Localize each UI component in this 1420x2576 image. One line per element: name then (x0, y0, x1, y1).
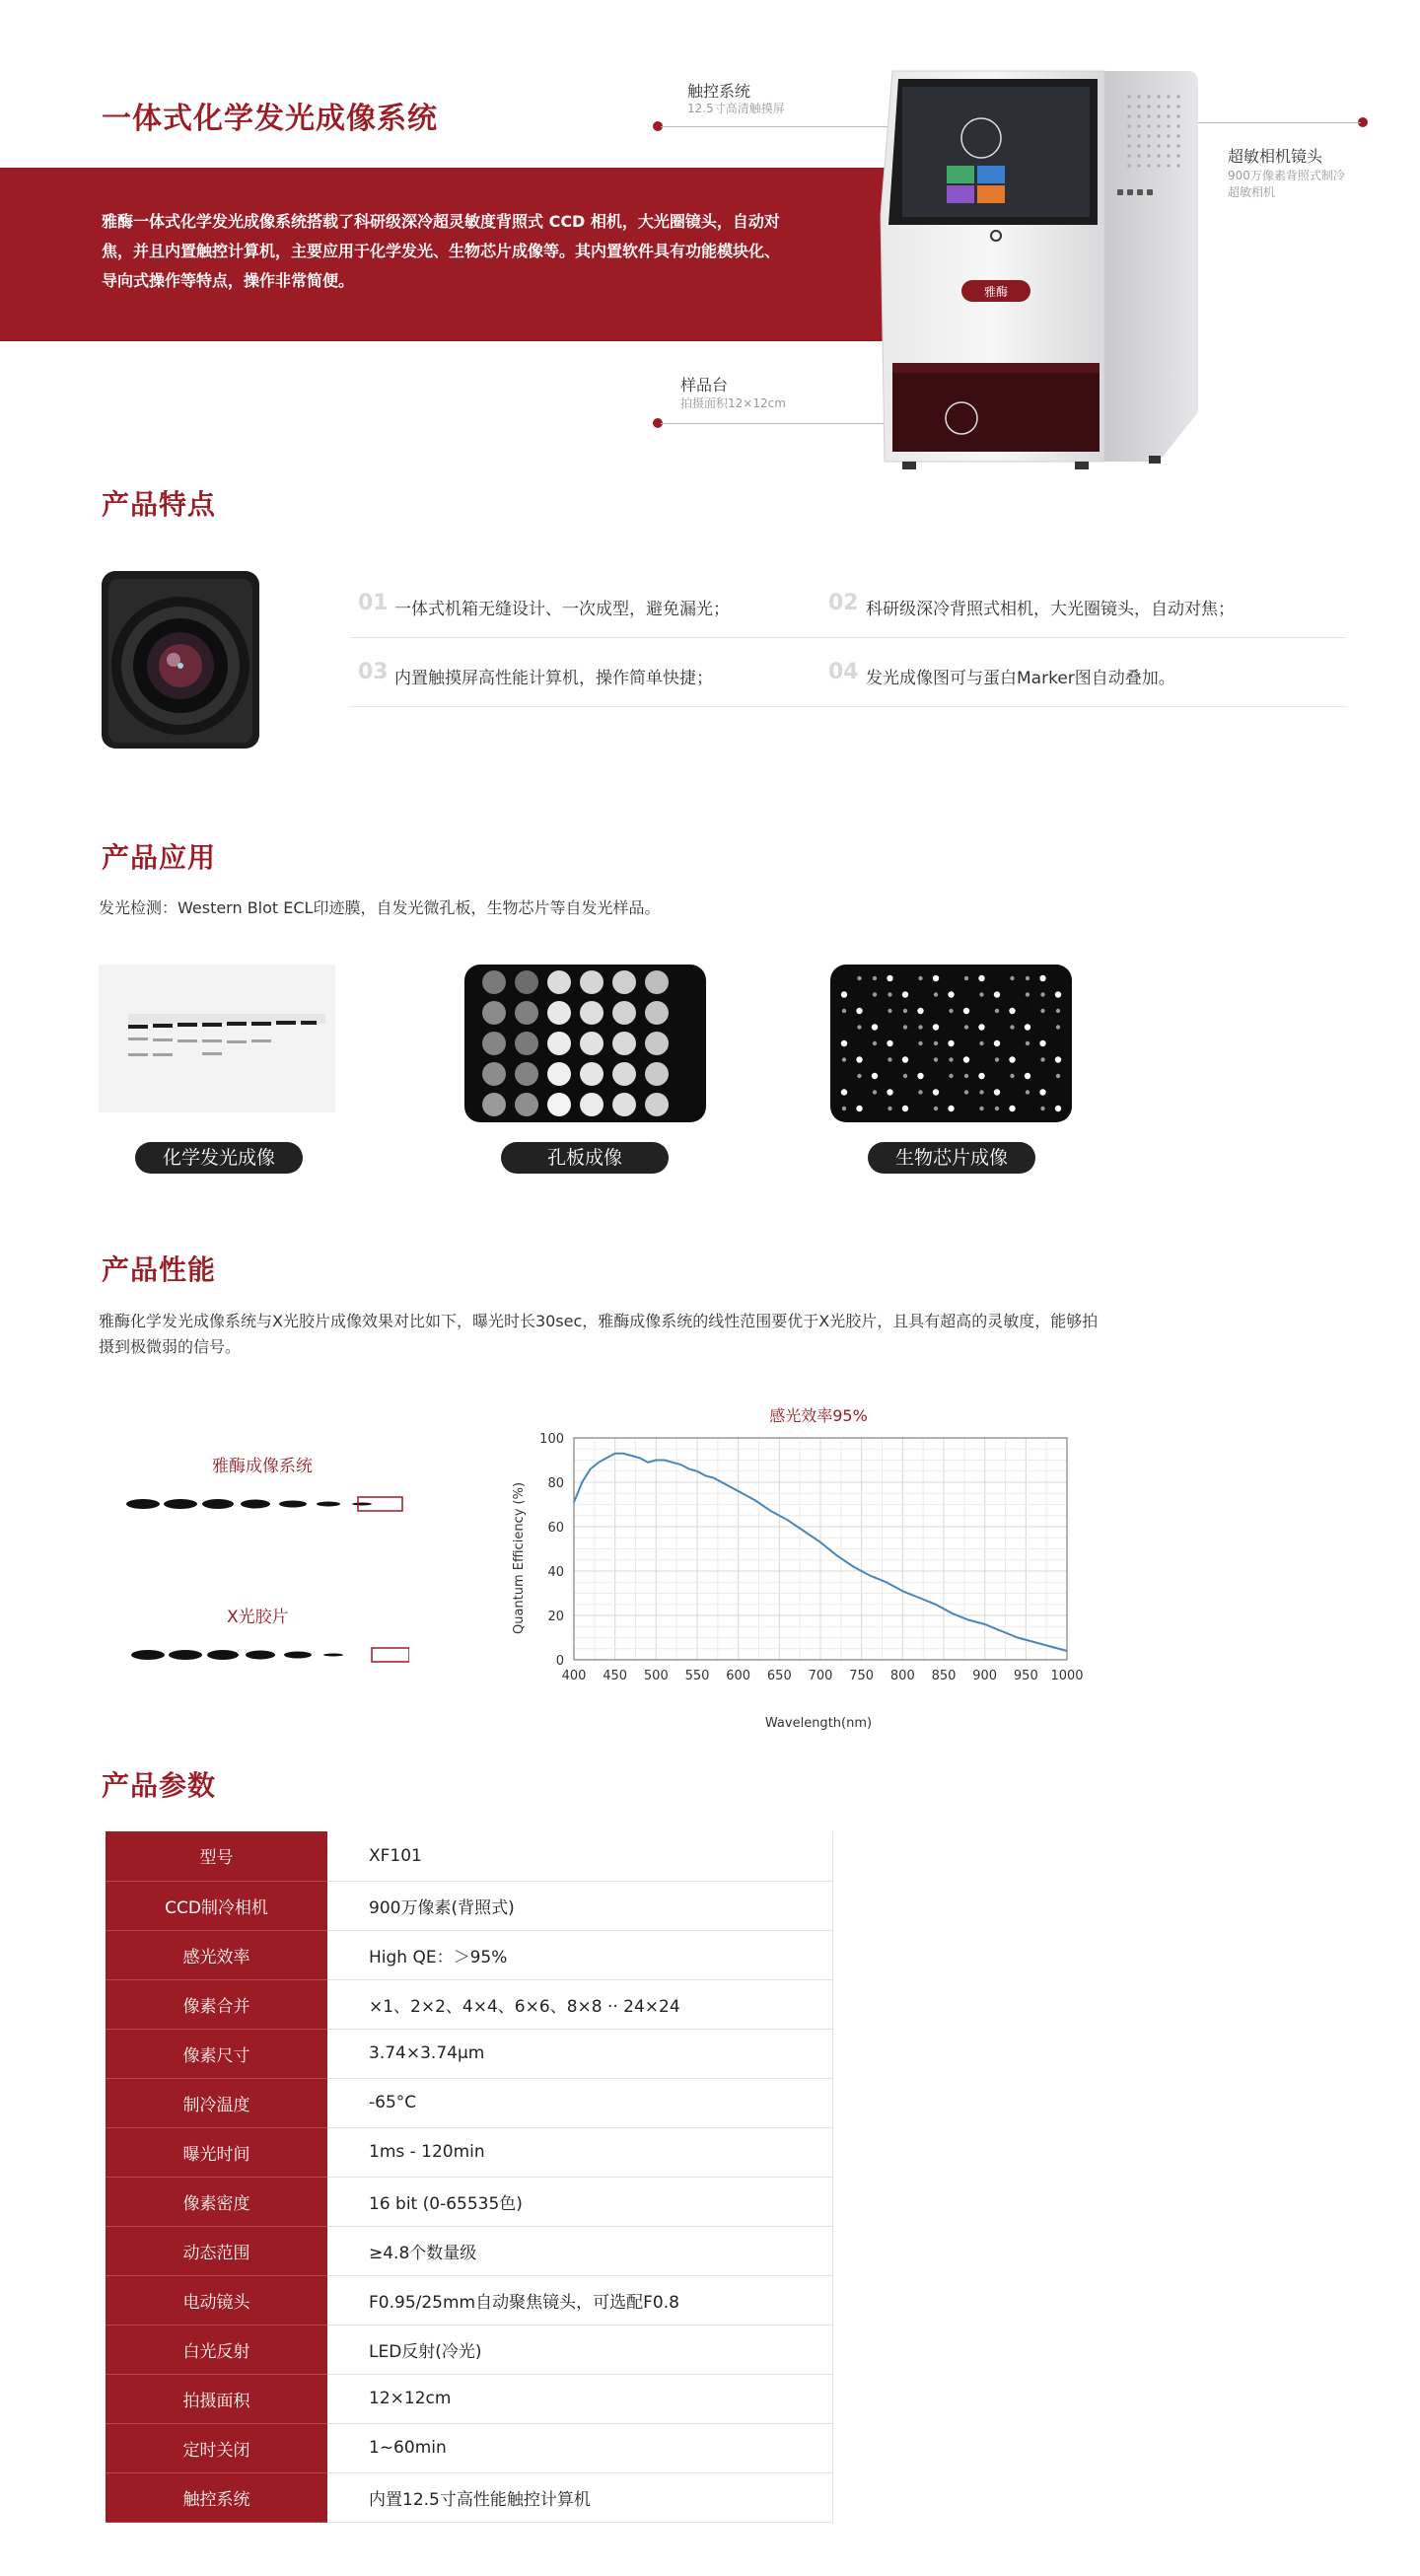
chip-dot (872, 1024, 878, 1030)
chart-xtick-label: 700 (808, 1669, 833, 1683)
chip-dot (873, 976, 877, 980)
chip-dot (1026, 992, 1030, 996)
chip-dot (933, 1024, 939, 1030)
callout-stage-sub: 拍摄面积12×12cm (680, 396, 786, 410)
device-image (863, 67, 1203, 479)
chip-dot (903, 1025, 907, 1029)
spec-value: F0.95/25mm自动聚焦镜头，可选配F0.8 (327, 2275, 833, 2325)
spec-key: 制冷温度 (106, 2078, 327, 2127)
spec-key: 像素尺寸 (106, 2029, 327, 2078)
chip-dot (979, 1090, 983, 1094)
spec-value: 3.74×3.74μm (327, 2029, 833, 2078)
chip-dot (1010, 976, 1014, 980)
chip-dot (963, 1056, 969, 1062)
chip-dot (964, 1074, 968, 1078)
well-dot (645, 970, 669, 994)
chart-xtick-label: 600 (726, 1669, 751, 1683)
chip-dot (902, 1106, 908, 1111)
spec-key: 拍摄面积 (106, 2374, 327, 2423)
chart-xtick-label: 500 (643, 1669, 669, 1683)
spec-key: 定时关闭 (106, 2423, 327, 2472)
spec-value: XF101 (327, 1831, 833, 1881)
chip-dot (856, 1008, 862, 1014)
chart-ytick-label: 0 (555, 1654, 564, 1669)
chip-dot (1056, 1009, 1060, 1013)
chip-dot (949, 1009, 953, 1013)
chip-dot (1025, 1073, 1030, 1079)
chip-dot (1056, 1074, 1060, 1078)
chart-xtick-label: 850 (931, 1669, 957, 1683)
chip-dot (841, 991, 847, 997)
chip-dot (979, 992, 983, 996)
chip-dot (964, 1025, 968, 1029)
intro-text: 雅酶一体式化学发光成像系统搭载了科研级深冷超灵敏度背照式 CCD 相机，大光圈镜头，自动对焦，并且内置触控计算机，主要应用于化学发光、生物芯片成像等。其内置软件具有功能模块化、导向式操作等特点，操作非常简便。 (102, 212, 781, 290)
spec-value: LED反射(冷光) (327, 2325, 833, 2374)
callout-camera-title: 超敏相机镜头 (1228, 147, 1323, 166)
spec-value: 12×12cm (327, 2374, 833, 2423)
page-title: 一体式化学发光成像系统 (102, 102, 438, 136)
spec-value: 1~60min (327, 2423, 833, 2472)
chip-dot (979, 1041, 983, 1045)
callout-stage-title: 样品台 (680, 376, 729, 394)
chip-dot (933, 975, 939, 981)
spec-row (106, 2127, 833, 2177)
chip-dot (1025, 1024, 1030, 1030)
spec-key: 曝光时间 (106, 2127, 327, 2177)
callout-camera-sub1: 900万像素背照式制冷 (1228, 169, 1345, 182)
chart-ylabel: Quantum Efficiency (%) (512, 1481, 527, 1635)
chip-dot (873, 992, 877, 996)
chip-dot (888, 992, 891, 996)
well-dot (580, 1062, 604, 1086)
chip-dot (917, 1008, 923, 1014)
chip-dot (978, 975, 984, 981)
app-label: 孔板成像 (501, 1142, 669, 1174)
chip-dot (948, 991, 954, 997)
chip-dot (918, 1041, 922, 1045)
well-plate-image (464, 965, 706, 1122)
feature-item (818, 638, 1346, 707)
spec-key: CCD制冷相机 (106, 1881, 327, 1930)
chip-dot (1039, 975, 1045, 981)
chip-dot (994, 1089, 1000, 1095)
chip-dot (1056, 1025, 1060, 1029)
chip-dot (964, 976, 968, 980)
spec-value: -65°C (327, 2078, 833, 2127)
blot-yamei-image (123, 1489, 409, 1519)
well-dot (515, 970, 538, 994)
spec-row (106, 2423, 833, 2472)
chip-dot (1039, 1040, 1045, 1046)
blot-xray-image (123, 1640, 409, 1670)
well-dot (645, 1093, 669, 1116)
chip-dot (934, 1041, 938, 1045)
chip-dot (933, 1089, 939, 1095)
chip-dot (1009, 1106, 1015, 1111)
callout-camera-sub2: 超敏相机 (1228, 185, 1276, 199)
feature-item (350, 569, 818, 638)
well-dot (645, 1001, 669, 1025)
chip-dot (887, 975, 892, 981)
feature-num: 02 (828, 591, 859, 615)
chip-dot (1055, 1056, 1061, 1062)
callout-touch-sub: 12.5寸高清触摸屏 (687, 102, 785, 115)
spec-value: 1ms - 120min (327, 2127, 833, 2177)
spec-row (106, 1930, 833, 1979)
spec-key: 电动镜头 (106, 2275, 327, 2325)
chip-dot (1010, 1025, 1014, 1029)
feature-text: 内置触摸屏高性能计算机，操作简单快捷； (394, 669, 713, 688)
chip-dot (964, 1090, 968, 1094)
chart-xtick-label: 650 (766, 1669, 792, 1683)
well-dot (612, 970, 636, 994)
well-dot (612, 1032, 636, 1055)
chart-ytick-label: 60 (547, 1521, 564, 1536)
brand-logo: 雅酶 (983, 285, 1009, 299)
spec-row (106, 2325, 833, 2374)
chip-dot (1040, 1107, 1044, 1110)
spec-row (106, 2472, 833, 2522)
well-dot (515, 1032, 538, 1055)
well-dot (515, 1062, 538, 1086)
spec-row (106, 2029, 833, 2078)
spec-key: 动态范围 (106, 2226, 327, 2275)
chip-dot (841, 1040, 847, 1046)
well-dot (612, 1093, 636, 1116)
spec-key: 像素密度 (106, 2177, 327, 2226)
chip-dot (1055, 1106, 1061, 1111)
feature-item (818, 569, 1346, 638)
chip-dot (857, 1025, 861, 1029)
well-dot (547, 970, 571, 994)
chip-dot (887, 1089, 892, 1095)
chip-dot (995, 1009, 999, 1013)
feature-item (350, 638, 818, 707)
chip-dot (1026, 976, 1030, 980)
chip-dot (934, 1057, 938, 1061)
well-dot (547, 1062, 571, 1086)
chip-dot (1009, 1056, 1015, 1062)
chip-dot (994, 1040, 1000, 1046)
feature-text: 发光成像图可与蛋白Marker图自动叠加。 (866, 669, 1175, 688)
chip-dot (1010, 1074, 1014, 1078)
chip-dot (842, 1009, 846, 1013)
spec-row (106, 1881, 833, 1930)
feature-num: 04 (828, 660, 859, 684)
chart-xtick-label: 1000 (1050, 1669, 1084, 1683)
spec-value: 内置12.5寸高性能触控计算机 (327, 2472, 833, 2522)
spec-key: 白光反射 (106, 2325, 327, 2374)
spec-row (106, 2177, 833, 2226)
chip-dot (856, 1106, 862, 1111)
chart-xtick-label: 900 (972, 1669, 998, 1683)
chart-ytick-label: 20 (547, 1610, 564, 1624)
spec-row (106, 2226, 833, 2275)
well-dot (580, 970, 604, 994)
ccd-camera-image (97, 569, 264, 751)
chart-xtick-label: 450 (603, 1669, 628, 1683)
chip-dot (978, 1024, 984, 1030)
well-dot (515, 1001, 538, 1025)
chip-dot (842, 1057, 846, 1061)
section-title-features: 产品特点 (102, 488, 217, 521)
well-dot (482, 1093, 506, 1116)
chip-dot (902, 1056, 908, 1062)
well-dot (612, 1001, 636, 1025)
chip-dot (934, 1107, 938, 1110)
chip-dot (841, 1089, 847, 1095)
chart-xtick-label: 550 (684, 1669, 710, 1683)
chip-dot (918, 1090, 922, 1094)
spec-key: 感光效率 (106, 1930, 327, 1979)
chart-ytick-label: 40 (547, 1565, 564, 1580)
well-dot (645, 1032, 669, 1055)
spec-row (106, 2374, 833, 2423)
chip-dot (857, 1074, 861, 1078)
chip-dot (1040, 992, 1044, 996)
chip-dot (873, 1041, 877, 1045)
applications-desc: 发光检测：Western Blot ECL印迹膜，自发光微孔板，生物芯片等自发光样品。 (99, 898, 661, 917)
spec-key: 型号 (106, 1831, 327, 1881)
chart-ytick-label: 80 (547, 1476, 564, 1491)
chip-dot (842, 1107, 846, 1110)
chip-dot (918, 976, 922, 980)
chip-dot (1026, 1090, 1030, 1094)
spec-key: 触控系统 (106, 2472, 327, 2522)
chart-title: 感光效率95% (769, 1406, 868, 1425)
chart-xtick-label: 400 (561, 1669, 587, 1683)
qe-chart (503, 1400, 1095, 1736)
chart-ytick-label: 100 (539, 1432, 564, 1447)
chip-dot (934, 992, 938, 996)
blot-label-xray: X光胶片 (227, 1608, 289, 1627)
section-title-specs: 产品参数 (102, 1769, 217, 1802)
chip-dot (857, 976, 861, 980)
chip-dot (949, 1057, 953, 1061)
section-title-applications: 产品应用 (102, 841, 217, 874)
blot-label-yameiimaging: 雅酶成像系统 (212, 1457, 313, 1476)
chip-dot (888, 1009, 891, 1013)
chip-dot (994, 991, 1000, 997)
app-label: 化学发光成像 (135, 1142, 303, 1174)
chip-dot (1040, 1009, 1044, 1013)
chip-dot (1039, 1089, 1045, 1095)
well-dot (547, 1093, 571, 1116)
spec-value: 16 bit (0-65535色) (327, 2177, 833, 2226)
chart-xtick-label: 800 (889, 1669, 915, 1683)
chip-dot (963, 1008, 969, 1014)
chip-dot (902, 991, 908, 997)
chart-xtick-label: 950 (1013, 1669, 1038, 1683)
performance-desc: 雅酶化学发光成像系统与X光胶片成像效果对比如下，曝光时长30sec，雅酶成像系统的线性范围要优于X光胶片，且具有超高的灵敏度，能够拍摄到极微弱的信号。 (99, 1312, 1099, 1356)
well-dot (580, 1093, 604, 1116)
well-dot (515, 1093, 538, 1116)
chip-dot (856, 1056, 862, 1062)
biochip-image (830, 965, 1072, 1122)
section-title-performance: 产品性能 (102, 1253, 217, 1286)
well-dot (482, 970, 506, 994)
spec-row (106, 2078, 833, 2127)
spec-value: ≥4.8个数量级 (327, 2226, 833, 2275)
chart-xtick-label: 750 (849, 1669, 875, 1683)
chip-dot (948, 1040, 954, 1046)
chip-dot (1009, 1008, 1015, 1014)
chip-dot (888, 1057, 891, 1061)
chip-dot (995, 1057, 999, 1061)
feature-text: 科研级深冷背照式相机，大光圈镜头，自动对焦； (866, 600, 1235, 619)
spec-key: 像素合并 (106, 1979, 327, 2029)
chip-dot (995, 1107, 999, 1110)
well-dot (645, 1062, 669, 1086)
callout-touch-title: 触控系统 (687, 82, 751, 101)
chip-dot (917, 1073, 923, 1079)
chip-dot (1026, 1041, 1030, 1045)
feature-num: 01 (358, 591, 389, 615)
spec-value: 900万像素(背照式) (327, 1881, 833, 1930)
chip-dot (949, 1074, 953, 1078)
spec-row (106, 2275, 833, 2325)
chart-xlabel: Wavelength(nm) (764, 1716, 873, 1731)
feature-text: 一体式机箱无缝设计、一次成型，避免漏光； (394, 600, 730, 619)
well-dot (547, 1001, 571, 1025)
chip-dot (978, 1073, 984, 1079)
spec-value: High QE：＞95% (327, 1930, 833, 1979)
well-dot (482, 1032, 506, 1055)
chip-dot (903, 1074, 907, 1078)
chip-dot (1055, 991, 1061, 997)
well-dot (612, 1062, 636, 1086)
spec-value: ×1、2×2、4×4、6×6、8×8 ·· 24×24 (327, 1979, 833, 2029)
chip-dot (887, 1040, 892, 1046)
chip-dot (918, 1025, 922, 1029)
well-dot (580, 1032, 604, 1055)
spec-table (106, 1831, 833, 2523)
feature-num: 03 (358, 660, 389, 684)
well-dot (547, 1032, 571, 1055)
chip-dot (888, 1107, 891, 1110)
well-dot (482, 1062, 506, 1086)
chip-dot (948, 1106, 954, 1111)
spec-row (106, 1979, 833, 2029)
chip-dot (873, 1090, 877, 1094)
chip-dot (979, 1107, 983, 1110)
chip-dot (872, 1073, 878, 1079)
well-dot (580, 1001, 604, 1025)
chip-dot (903, 1009, 907, 1013)
app-label: 生物芯片成像 (868, 1142, 1035, 1174)
well-dot (482, 1001, 506, 1025)
spec-row (106, 1831, 833, 1881)
western-blot-image (99, 965, 335, 1112)
chip-dot (1040, 1057, 1044, 1061)
